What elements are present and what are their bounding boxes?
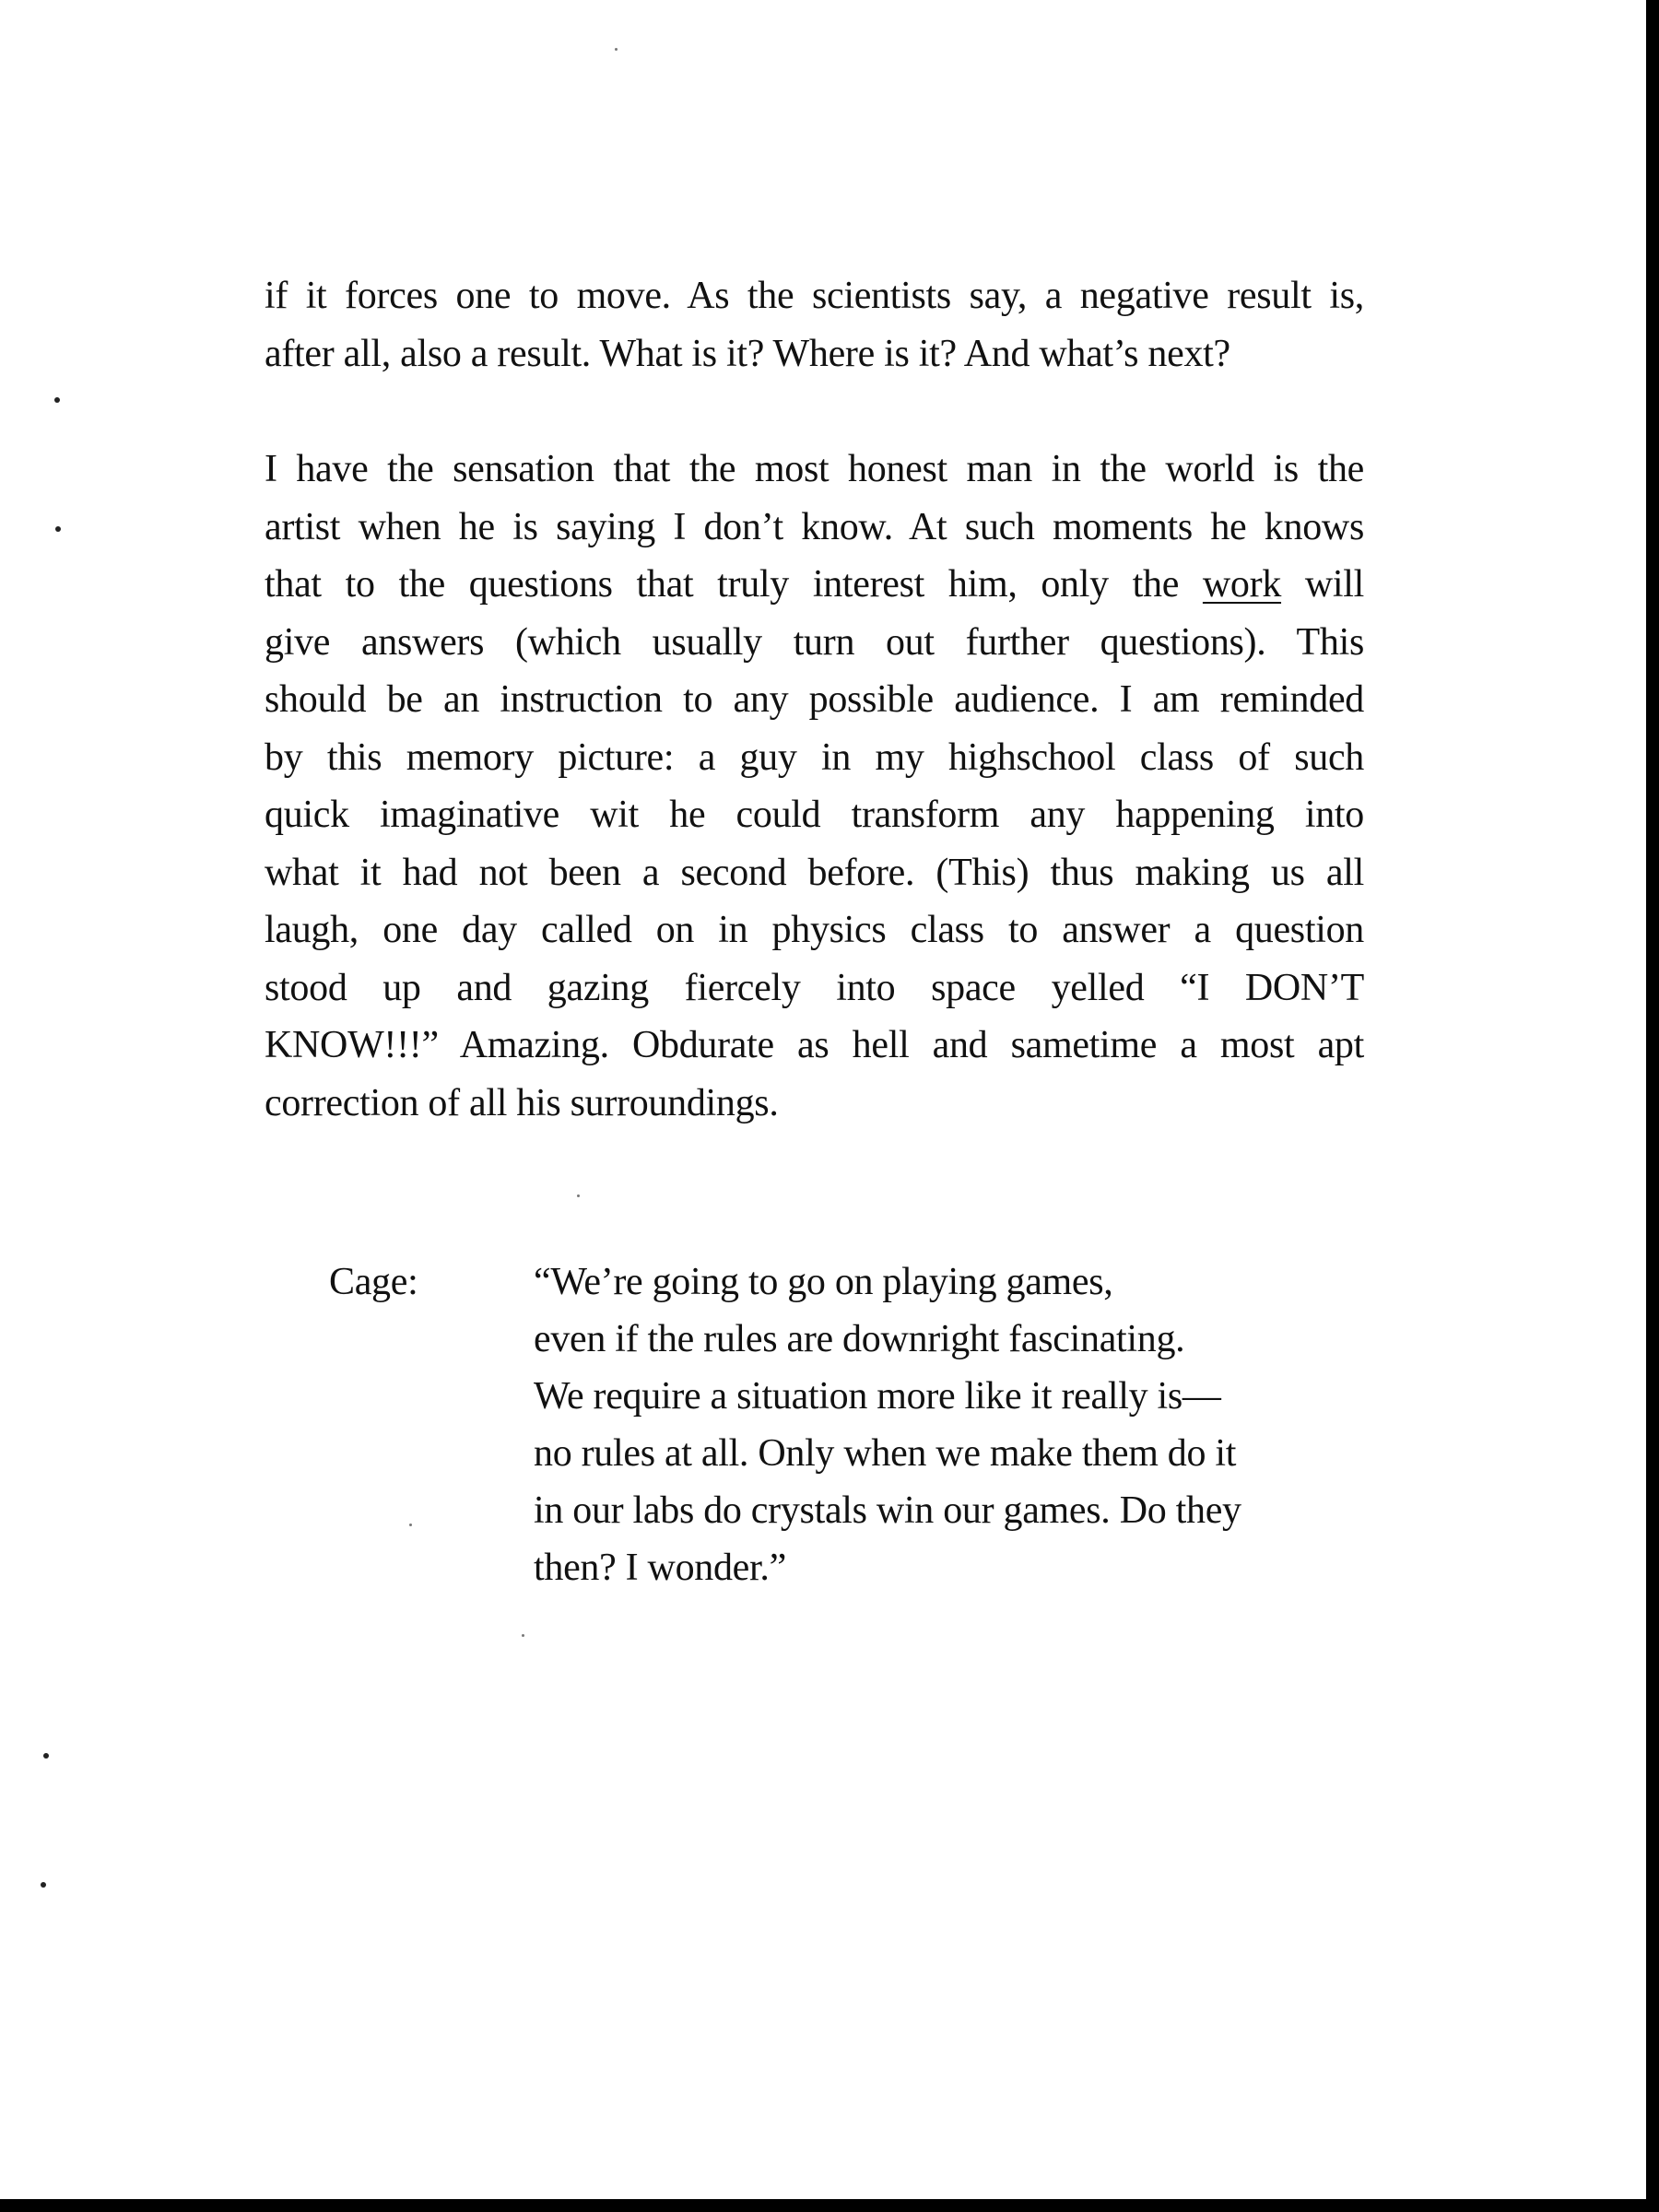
paragraph-line: should be an instruction to any possible audience. I am reminded xyxy=(265,678,1364,721)
scan-speck xyxy=(522,1634,524,1637)
scan-speck xyxy=(55,526,61,532)
quote-line: no rules at all. Only when we make them do it xyxy=(534,1432,1237,1475)
paragraph-line-with-underline xyxy=(265,556,1364,614)
line-text: will xyxy=(1281,563,1365,606)
quote-line: “We’re going to go on playing games, xyxy=(534,1261,1113,1303)
paragraph-line: after all, also a result. What is it? Where is it? And what’s next? xyxy=(265,332,1230,375)
paragraph-line: by this memory picture: a guy in my highschool class of such xyxy=(265,735,1364,779)
paragraph-two xyxy=(265,441,1364,1132)
paragraph-line: correction of all his surroundings. xyxy=(265,1081,779,1124)
scan-speck xyxy=(41,1882,46,1888)
line-text: that to the questions that truly interest him, only the xyxy=(265,563,1203,606)
paragraph-line: KNOW!!!” Amazing. Obdurate as hell and sametime a most apt xyxy=(265,1024,1364,1066)
paragraph-line: give answers (which usually turn out further questions). This xyxy=(265,620,1364,664)
scan-speck xyxy=(43,1753,49,1759)
scan-speck xyxy=(615,48,618,51)
quote-line: in our labs do crystals win our games. Do they xyxy=(534,1489,1241,1532)
quote-line: We require a situation more like it really is— xyxy=(534,1375,1221,1418)
paragraph-line: I have the sensation that the most honest man in the world is the xyxy=(265,448,1364,490)
scan-speck xyxy=(54,397,60,403)
scan-speck xyxy=(577,1194,580,1197)
scan-speck xyxy=(409,1524,412,1526)
underlined-word: work xyxy=(1202,563,1282,606)
paragraph-line: quick imaginative wit he could transform any happening into xyxy=(265,794,1364,836)
quote-line: even if the rules are downright fascinating. xyxy=(534,1318,1185,1360)
paragraph-line: stood up and gazing fiercely into space yelled “I DON’T xyxy=(265,966,1364,1009)
quote-text xyxy=(534,1253,1326,1596)
scan-edge-right xyxy=(1646,0,1659,2212)
quote-speaker: Cage: xyxy=(329,1261,418,1303)
paragraph-line: laugh, one day called on in physics class to answer a question xyxy=(265,909,1364,951)
paragraph-line: artist when he is saying I don’t know. At such moments he knows xyxy=(265,505,1364,548)
scan-edge-bottom xyxy=(0,2199,1659,2212)
quote-line: then? I wonder.” xyxy=(534,1547,786,1589)
paragraph-line: if it forces one to move. As the scientists say, a negative result is, xyxy=(265,275,1364,317)
paragraph-line: what it had not been a second before. (This) thus making us all xyxy=(265,851,1364,894)
paragraph-one xyxy=(265,267,1364,382)
